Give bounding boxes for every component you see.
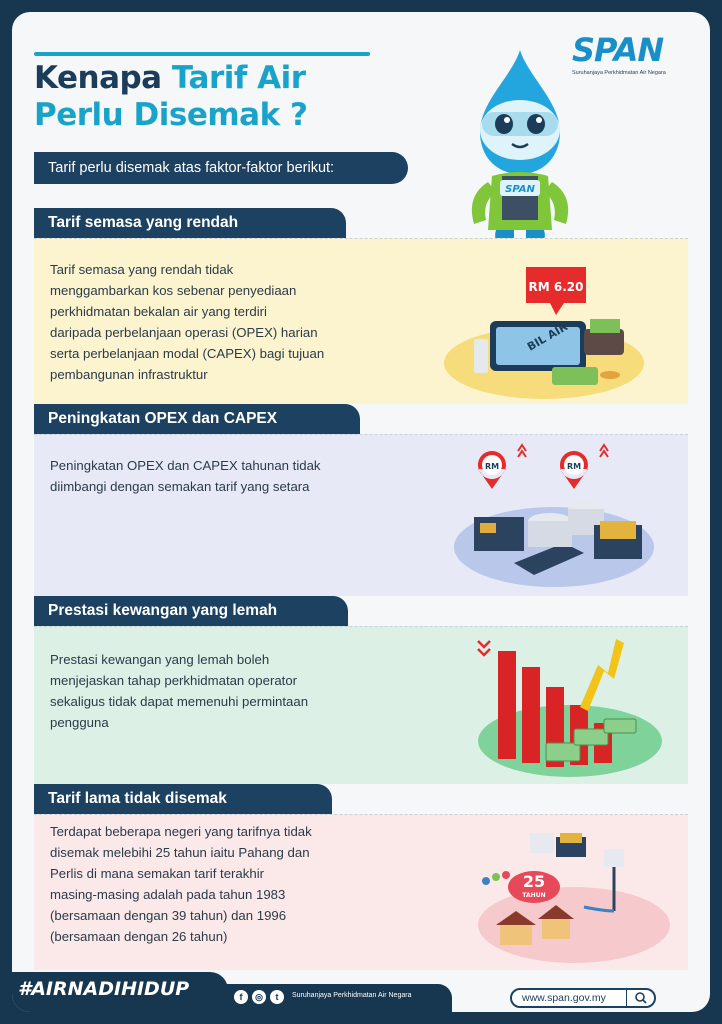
bill-label: BIL AIR xyxy=(525,320,570,354)
text-line: sekaligus tidak dapat memenuhi permintaan xyxy=(50,694,309,709)
section-heading: Prestasi kewangan yang lemah xyxy=(34,596,348,626)
title-part2: Tarif Air xyxy=(171,60,306,96)
rm-pin-1: RM xyxy=(484,462,500,471)
section-text xyxy=(50,455,321,497)
section-opex-capex xyxy=(34,404,688,596)
rm-pin-2: RM xyxy=(566,462,582,471)
treatment-plant-illustration xyxy=(444,435,664,595)
social-icons xyxy=(234,990,284,1004)
logo-name: SPAN xyxy=(572,31,664,69)
section-text xyxy=(50,649,308,733)
logo-subtitle: Suruhanjaya Perkhidmatan Air Negara xyxy=(572,70,666,76)
infographic-poster xyxy=(12,12,710,1012)
text-line: pengguna xyxy=(50,715,109,730)
section-body xyxy=(34,238,688,404)
subtitle-bar: Tarif perlu disemak atas faktor-faktor berikut: xyxy=(34,152,408,184)
section-body xyxy=(34,434,688,596)
text-line: Prestasi kewangan yang lemah boleh xyxy=(50,652,270,667)
mascot-badge: SPAN xyxy=(505,184,535,195)
text-line: Tarif semasa yang rendah tidak xyxy=(50,262,234,277)
section-heading: Peningkatan OPEX dan CAPEX xyxy=(34,404,360,434)
section-weak-finance xyxy=(34,596,688,784)
section-text xyxy=(50,821,312,947)
text-line: Terdapat beberapa negeri yang tarifnya tidak xyxy=(50,824,312,839)
title-part1: Kenapa xyxy=(34,60,172,96)
text-line: menjejaskan tahap perkhidmatan operator xyxy=(50,673,298,688)
search-icon[interactable] xyxy=(626,990,654,1006)
declining-chart-illustration xyxy=(464,631,664,781)
hashtag: #AIRNADIHIDUP xyxy=(12,972,228,1012)
facebook-icon[interactable]: f xyxy=(234,990,248,1004)
text-line: disemak melebihi 25 tahun iaitu Pahang dan xyxy=(50,845,310,860)
section-old-tariff xyxy=(34,784,688,970)
section-body xyxy=(34,814,688,970)
text-line: perkhidmatan bekalan air yang terdiri xyxy=(50,304,267,319)
title-part3: Perlu Disemak ? xyxy=(34,97,308,133)
text-line: menggambarkan kos sebenar penyediaan xyxy=(50,283,297,298)
text-line: (bersamaan dengan 26 tahun) xyxy=(50,929,228,944)
section-low-tariff xyxy=(34,208,688,404)
section-heading: Tarif lama tidak disemak xyxy=(34,784,332,814)
price-tag: RM 6.20 xyxy=(528,280,584,294)
website-url[interactable]: www.span.gov.my xyxy=(522,992,606,1004)
text-line: diimbangi dengan semakan tarif yang setara xyxy=(50,479,310,494)
website-url-box[interactable] xyxy=(510,988,656,1008)
text-line: masing-masing adalah pada tahun 1983 xyxy=(50,887,286,902)
section-heading: Tarif semasa yang rendah xyxy=(34,208,346,238)
years-label: TAHUN xyxy=(522,892,546,899)
header-rule xyxy=(34,52,370,56)
text-line: serta perbelanjaan modal (CAPEX) bagi tujuan xyxy=(50,346,325,361)
instagram-icon[interactable]: ◎ xyxy=(252,990,266,1004)
text-line: Perlis di mana semakan tarif terakhir xyxy=(50,866,265,881)
page-title xyxy=(34,60,307,134)
text-line: pembangunan infrastruktur xyxy=(50,367,208,382)
text-line: daripada perbelanjaan operasi (OPEX) harian xyxy=(50,325,318,340)
span-logo xyxy=(572,32,692,76)
years-number: 25 xyxy=(522,872,546,891)
section-body xyxy=(34,626,688,784)
water-bill-illustration xyxy=(434,243,654,403)
section-text xyxy=(50,259,324,385)
footer-org: Suruhanjaya Perkhidmatan Air Negara xyxy=(292,992,412,999)
twitter-icon[interactable]: t xyxy=(270,990,284,1004)
text-line: (bersamaan dengan 39 tahun) dan 1996 xyxy=(50,908,287,923)
text-line: Peningkatan OPEX dan CAPEX tahunan tidak xyxy=(50,458,321,473)
old-tariff-illustration xyxy=(464,815,674,971)
